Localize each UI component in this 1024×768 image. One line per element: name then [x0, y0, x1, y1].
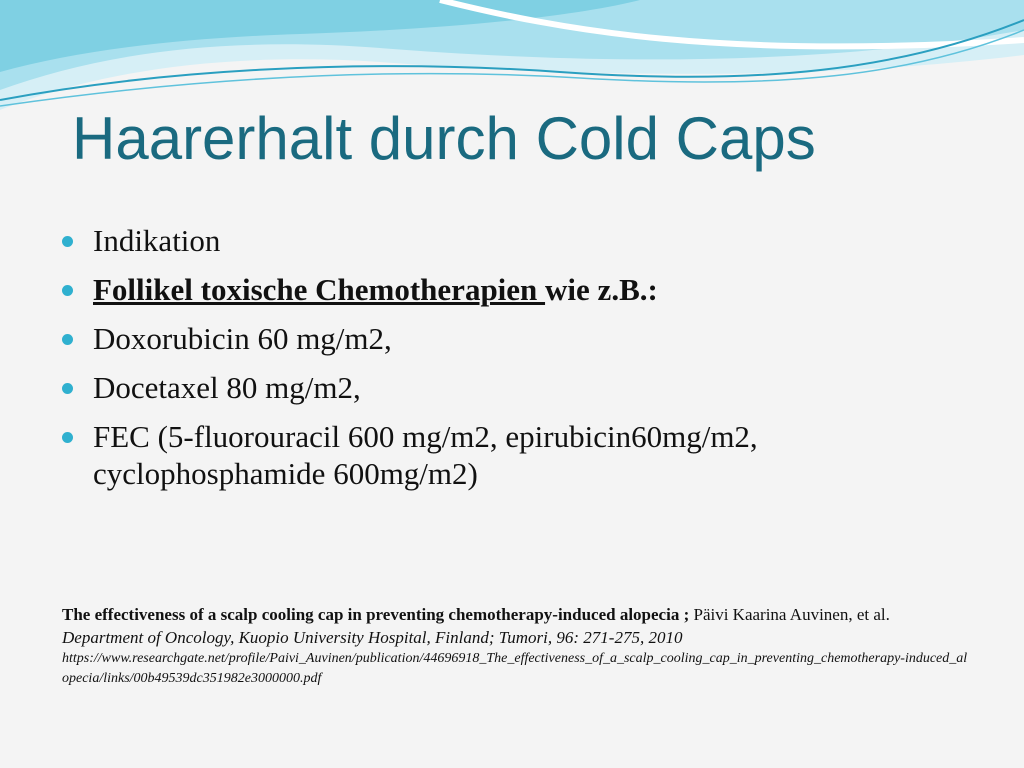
- bullet-emphasis-text: Follikel toxische Chemotherapien: [93, 272, 546, 307]
- bullet-item: [62, 271, 962, 308]
- bullet-dot-icon: [62, 285, 73, 296]
- bullet-item: [62, 418, 962, 492]
- reference-source: Department of Oncology, Kuopio University Hospital, Finland; Tumori, 96: 271-275, 2010: [62, 628, 683, 647]
- reference-title: The effectiveness of a scalp cooling cap in preventing chemotherapy-induced alopecia ;: [62, 605, 690, 624]
- reference-authors: Päivi Kaarina Auvinen, et al.: [689, 605, 890, 624]
- slide-title: Haarerhalt durch Cold Caps: [72, 105, 816, 172]
- bullet-text: FEC (5-fluorouracil 600 mg/m2, epirubicin60mg/m2, cyclophosphamide 600mg/m2): [93, 419, 758, 491]
- bullet-text: Indikation: [93, 223, 221, 258]
- reference-link[interactable]: https://www.researchgate.net/profile/Paivi_Auvinen/publication/44696918_The_effectiveness_of_a_scalp_cooling_cap_in_preventing_chemotherapy-induced_alopecia/links/00b49539dc351982e3000000.pdf: [62, 651, 968, 686]
- bullet-item: [62, 369, 962, 406]
- bullet-text: wie z.B.:: [545, 272, 658, 307]
- bullet-dot-icon: [62, 432, 73, 443]
- reference-citation: [62, 603, 972, 689]
- bullet-text: Docetaxel 80 mg/m2,: [93, 370, 361, 405]
- bullet-dot-icon: [62, 236, 73, 247]
- bullet-dot-icon: [62, 383, 73, 394]
- bullet-dot-icon: [62, 334, 73, 345]
- bullet-item: [62, 320, 962, 357]
- bullet-text: Doxorubicin 60 mg/m2,: [93, 321, 392, 356]
- bullet-list: [62, 222, 962, 504]
- bullet-item: [62, 222, 962, 259]
